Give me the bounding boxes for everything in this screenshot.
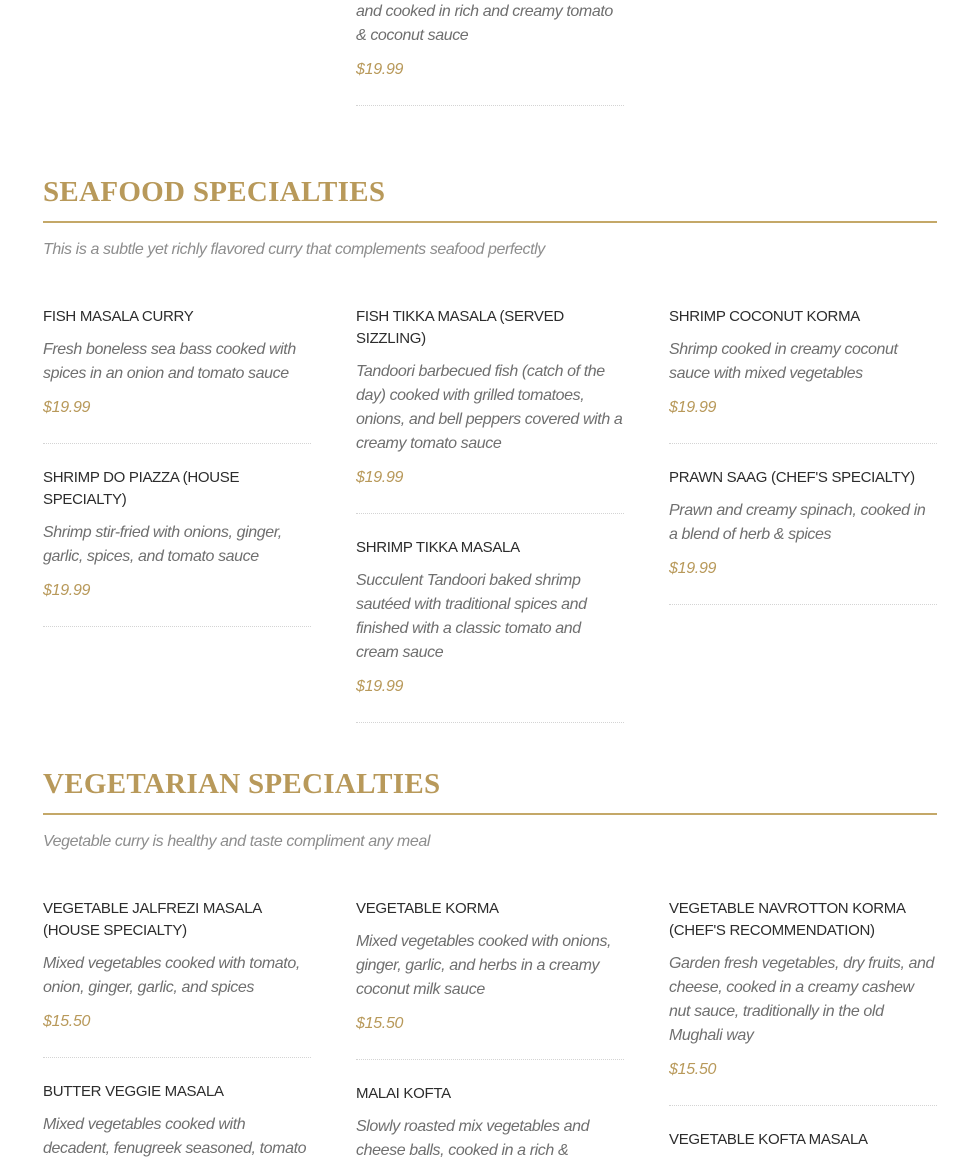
section-subtitle-seafood: This is a subtle yet richly flavored curry that complements seafood perfectly <box>43 241 545 258</box>
item-name: VEGETABLE KORMA <box>356 900 499 917</box>
menu-item <box>43 467 311 627</box>
item-description: Fresh boneless sea bass cooked with spices in an onion and tomato sauce <box>43 341 296 382</box>
menu-item <box>356 898 624 1060</box>
item-price: $19.99 <box>669 560 717 577</box>
vegetarian-column-1 <box>43 898 311 1163</box>
seafood-column-2 <box>356 306 624 746</box>
menu-item <box>356 306 624 514</box>
menu-item <box>43 898 311 1058</box>
item-name: VEGETABLE KOFTA MASALA <box>669 1131 868 1148</box>
item-name: FISH MASALA CURRY <box>43 308 194 325</box>
item-price: $19.99 <box>356 469 404 486</box>
item-price: $19.99 <box>43 582 91 599</box>
vegetarian-column-3 <box>669 898 937 1163</box>
section-divider <box>43 813 937 815</box>
menu-item <box>669 306 937 444</box>
menu-item <box>669 467 937 605</box>
item-name: SHRIMP COCONUT KORMA <box>669 308 860 325</box>
item-price: $15.50 <box>43 1013 91 1030</box>
item-description: Mixed vegetables cooked with onions, ginger, garlic, and herbs in a creamy coconut milk sauce <box>356 933 612 998</box>
item-description: Garden fresh vegetables, dry fruits, and cheese, cooked in a creamy cashew nut sauce, traditionally in the old Mughali way <box>669 955 935 1044</box>
seafood-column-3 <box>669 306 937 628</box>
item-name: VEGETABLE JALFREZI MASALA (HOUSE SPECIALTY) <box>43 900 262 939</box>
item-description: Succulent Tandoori baked shrimp sautéed with traditional spices and finished with a classic tomato and cream sauce <box>356 572 587 661</box>
section-divider <box>43 221 937 223</box>
section-title-seafood: SEAFOOD SPECIALTIES <box>43 176 386 208</box>
section-title-vegetarian: VEGETARIAN SPECIALTIES <box>43 768 441 800</box>
menu-item <box>356 1083 624 1163</box>
item-description: Slowly roasted mix vegetables and cheese balls, cooked in a rich & <box>356 1118 590 1159</box>
item-description: Mixed vegetables cooked with decadent, fenugreek seasoned, tomato <box>43 1116 307 1157</box>
menu-item <box>43 1081 311 1163</box>
item-name: SHRIMP DO PIAZZA (HOUSE SPECIALTY) <box>43 469 240 508</box>
item-description: and cooked in rich and creamy tomato & coconut sauce <box>356 3 613 44</box>
item-description: Shrimp stir-fried with onions, ginger, garlic, spices, and tomato sauce <box>43 524 282 565</box>
item-name: VEGETABLE NAVROTTON KORMA (CHEF'S RECOMMENDATION) <box>669 900 905 939</box>
item-price: $19.99 <box>43 399 91 416</box>
item-name: PRAWN SAAG (CHEF'S SPECIALTY) <box>669 469 915 486</box>
item-price: $19.99 <box>356 61 404 78</box>
item-description: Prawn and creamy spinach, cooked in a blend of herb & spices <box>669 502 926 543</box>
item-name: BUTTER VEGGIE MASALA <box>43 1083 224 1100</box>
item-price: $19.99 <box>356 678 404 695</box>
vegetarian-column-2 <box>356 898 624 1163</box>
item-price: $15.50 <box>669 1061 717 1078</box>
menu-item <box>669 1129 937 1163</box>
item-name: FISH TIKKA MASALA (SERVED SIZZLING) <box>356 308 564 347</box>
item-description: Tandoori barbecued fish (catch of the day) cooked with grilled tomatoes, onions, and bell peppers covered with a creamy tomato sauce <box>356 363 623 452</box>
item-price: $15.50 <box>356 1015 404 1032</box>
menu-item <box>43 306 311 444</box>
seafood-column-1 <box>43 306 311 650</box>
item-description: Mixed vegetables cooked with tomato, onion, ginger, garlic, and spices <box>43 955 300 996</box>
item-price: $19.99 <box>669 399 717 416</box>
item-name: SHRIMP TIKKA MASALA <box>356 539 520 556</box>
menu-item <box>356 537 624 723</box>
item-name: MALAI KOFTA <box>356 1085 451 1102</box>
item-description: Shrimp cooked in creamy coconut sauce with mixed vegetables <box>669 341 898 382</box>
menu-item <box>669 898 937 1106</box>
section-subtitle-vegetarian: Vegetable curry is healthy and taste compliment any meal <box>43 833 430 850</box>
menu-item-partial <box>356 0 624 129</box>
